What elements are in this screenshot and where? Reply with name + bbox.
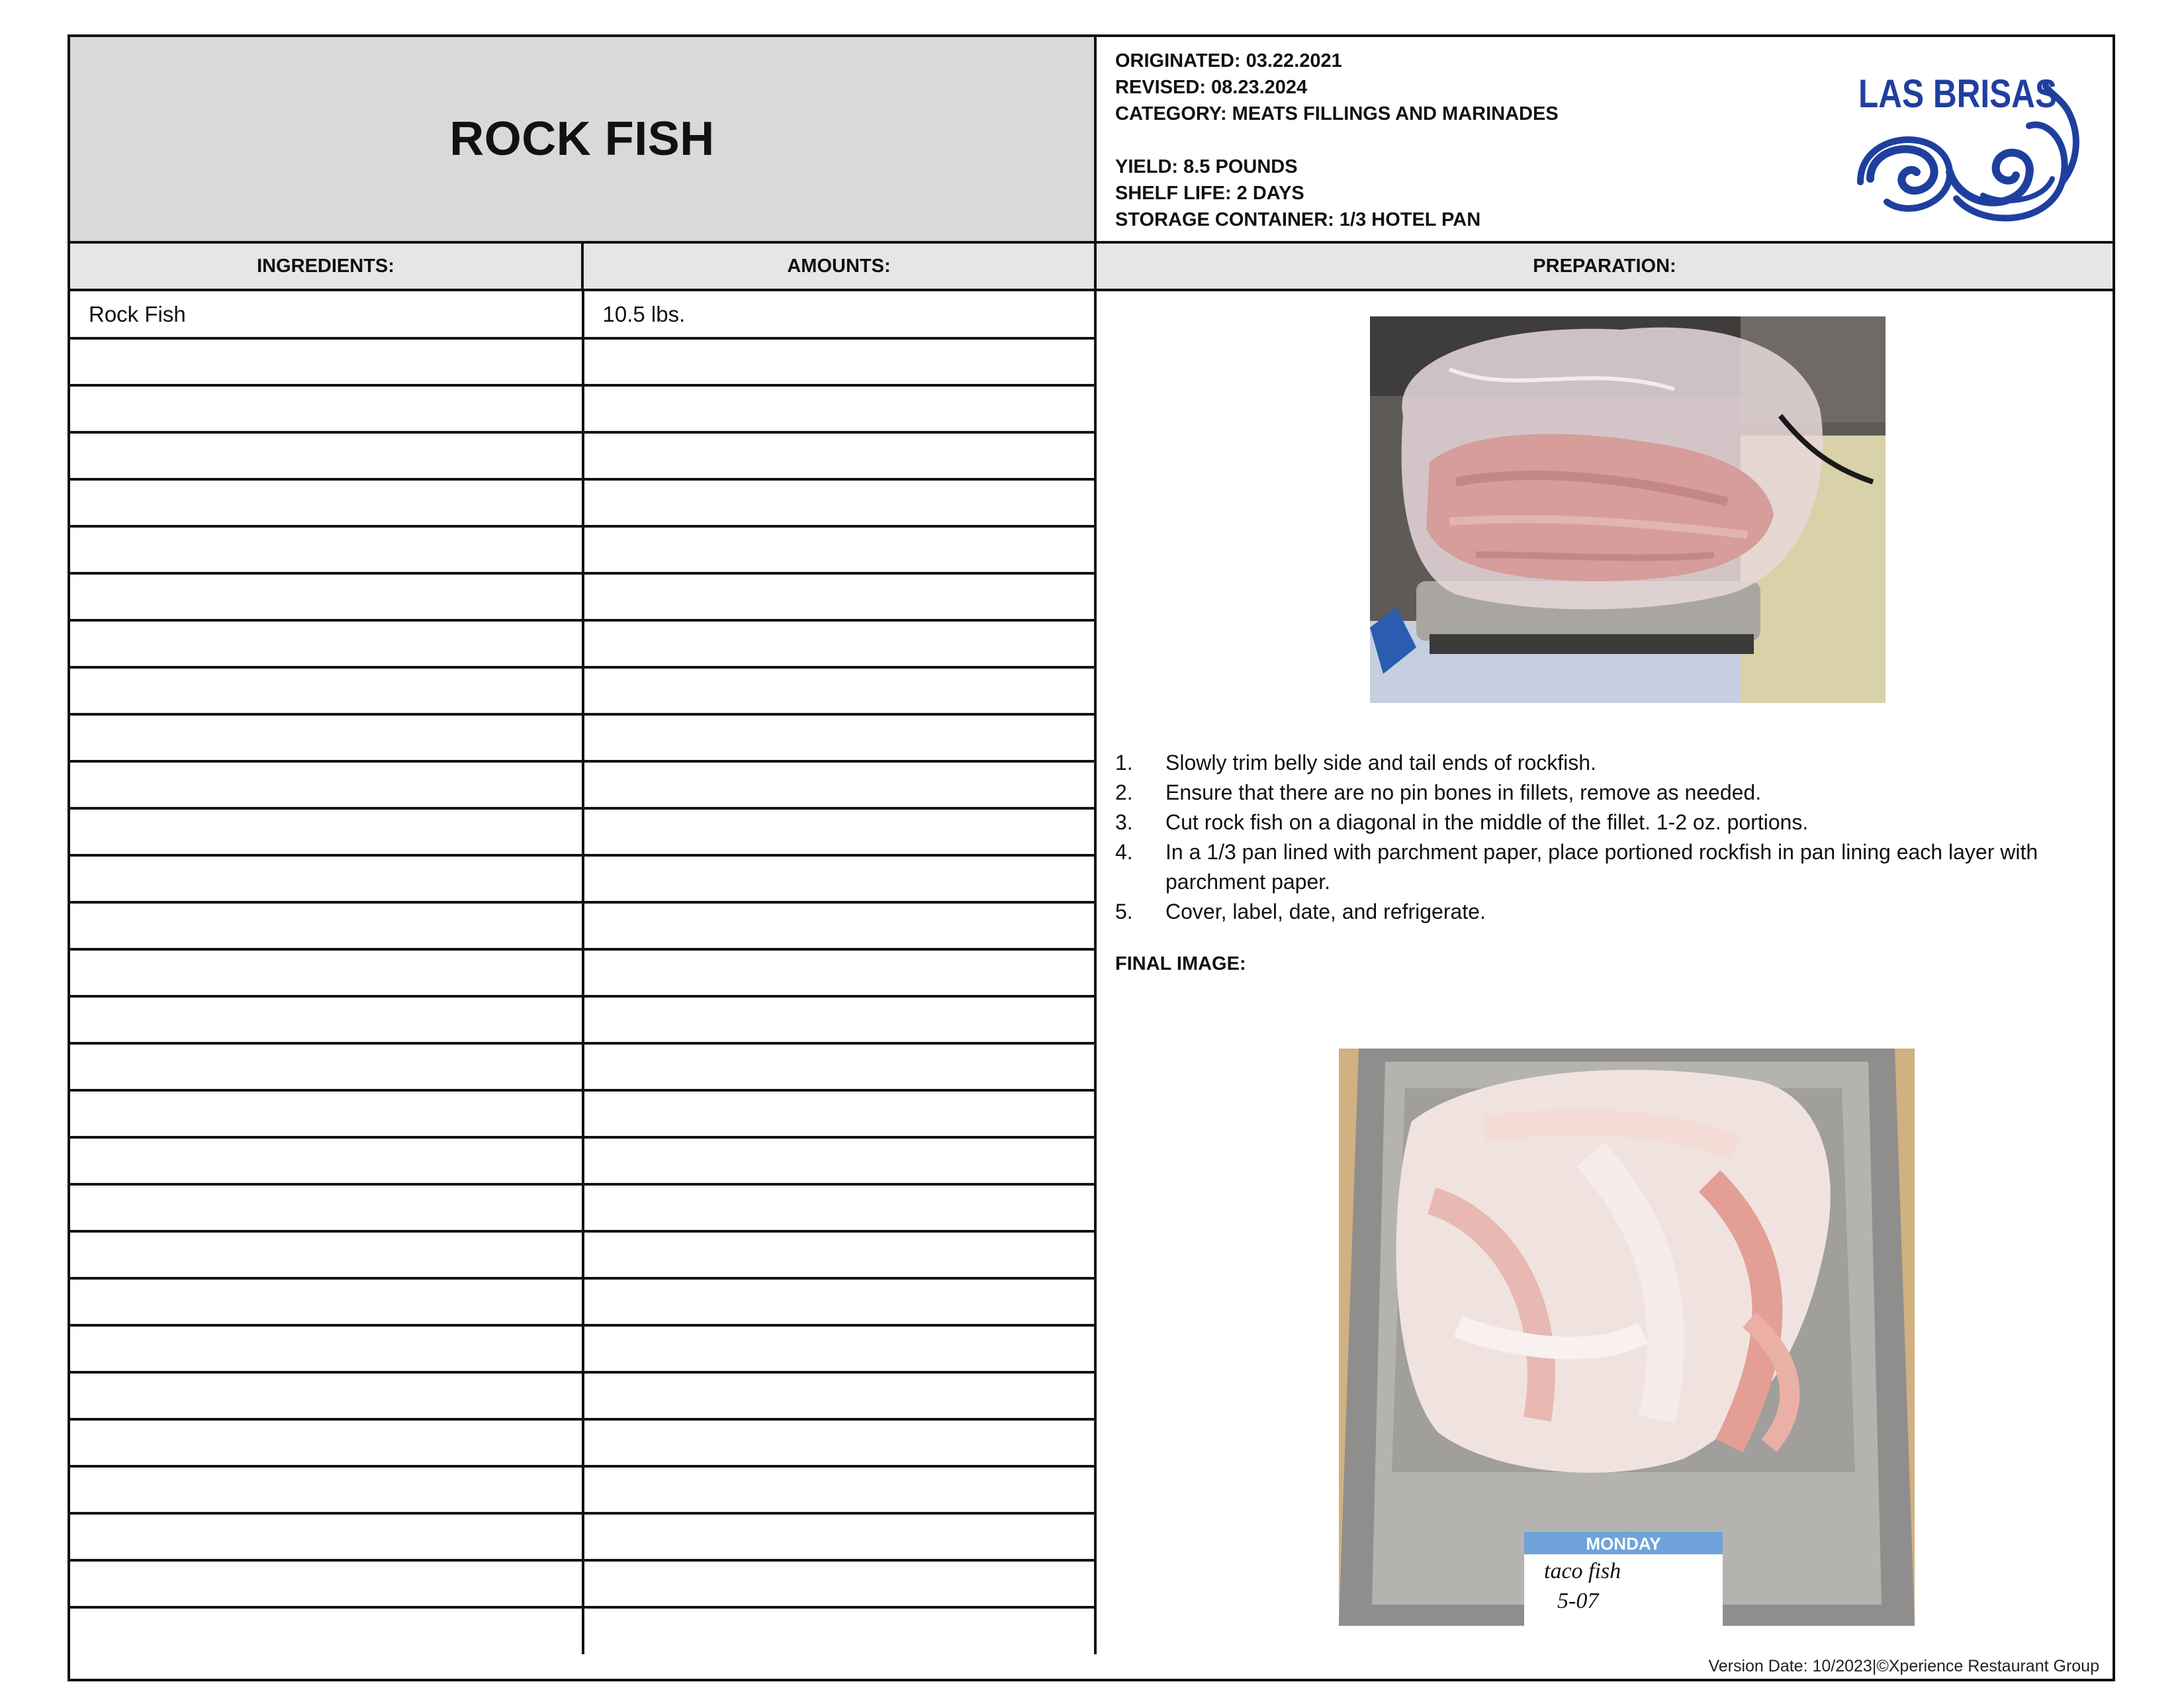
ingredients-header: INGREDIENTS: (70, 244, 584, 291)
prep-photo-fish-in-bag-on-scale (1370, 316, 1886, 703)
sticker-note: 5-07 (1557, 1589, 1599, 1613)
table-row (70, 996, 1095, 1043)
table-row (70, 1372, 1095, 1419)
ingredient-cell (70, 1466, 583, 1513)
step-number: 2. (1115, 780, 1133, 804)
amounts-header: AMOUNTS: (584, 244, 1097, 291)
logo-text: LAS BRISAS (1858, 71, 2057, 116)
step-text: Cover, label, date, and refrigerate. (1165, 900, 1486, 923)
amount-cell (583, 1419, 1096, 1466)
table-row (70, 573, 1095, 620)
step-number: 3. (1115, 810, 1133, 834)
table-row (70, 291, 1095, 338)
amount-cell (583, 1137, 1096, 1184)
version-footer: Version Date: 10/2023|©Xperience Restaurant Group (1708, 1657, 2099, 1675)
ingredient-cell (70, 808, 583, 855)
ingredient-cell (70, 573, 583, 620)
amount-cell (583, 996, 1096, 1043)
ingredient-cell: Rock Fish (70, 291, 583, 338)
category: CATEGORY: MEATS FILLINGS AND MARINADES (1115, 103, 1559, 124)
amount-cell (583, 1043, 1096, 1090)
preparation-step (1115, 748, 2095, 778)
revised-date: REVISED: 08.23.2024 (1115, 77, 1308, 98)
table-row (70, 902, 1095, 949)
amount-cell (583, 714, 1096, 761)
shelf-life: SHELF LIFE: 2 DAYS (1115, 183, 1304, 204)
table-row (70, 761, 1095, 808)
step-number: 4. (1115, 840, 1133, 864)
table-row (70, 1607, 1095, 1654)
preparation-step (1115, 897, 2095, 927)
ingredient-cell (70, 1560, 583, 1607)
amount-cell (583, 385, 1096, 432)
ingredient-cell (70, 1137, 583, 1184)
table-row (70, 1513, 1095, 1560)
storage-container: STORAGE CONTAINER: 1/3 HOTEL PAN (1115, 209, 1481, 230)
ingredient-cell (70, 996, 583, 1043)
meta-cell (1097, 37, 2113, 244)
sticker-item: taco fish (1544, 1559, 1621, 1583)
ingredient-cell (70, 1372, 583, 1419)
amount-cell (583, 1231, 1096, 1278)
preparation-step (1115, 808, 2095, 837)
table-row (70, 1137, 1095, 1184)
ingredient-cell (70, 1278, 583, 1325)
table-row (70, 1278, 1095, 1325)
amount-cell (583, 573, 1096, 620)
ingredient-cell (70, 1419, 583, 1466)
amount-cell (583, 902, 1096, 949)
amount-cell (583, 1184, 1096, 1231)
preparation-step (1115, 837, 2095, 897)
ingredient-cell (70, 1325, 583, 1372)
ingredient-cell (70, 385, 583, 432)
amount-cell (583, 479, 1096, 526)
amount-cell (583, 1560, 1096, 1607)
step-text: Cut rock fish on a diagonal in the middle of the fillet. 1-2 oz. portions. (1165, 810, 1809, 834)
amount-cell (583, 1325, 1096, 1372)
step-text: Ensure that there are no pin bones in fillets, remove as needed. (1165, 780, 1762, 804)
ingredient-cell (70, 667, 583, 714)
step-number: 5. (1115, 900, 1133, 923)
amount-cell (583, 1513, 1096, 1560)
sticker-day: MONDAY (1586, 1534, 1661, 1554)
table-row (70, 385, 1095, 432)
table-row (70, 432, 1095, 479)
amount-cell (583, 667, 1096, 714)
yield: YIELD: 8.5 POUNDS (1115, 156, 1298, 177)
ingredient-cell (70, 1607, 583, 1654)
amount-cell (583, 761, 1096, 808)
ingredient-cell (70, 526, 583, 573)
table-row (70, 855, 1095, 902)
preparation-steps (1115, 748, 2095, 927)
ingredient-cell (70, 620, 583, 667)
step-text: In a 1/3 pan lined with parchment paper, place portioned rockfish in pan lining each layer with parchment paper. (1165, 840, 2038, 894)
las-brisas-logo (1850, 66, 2089, 232)
ingredient-cell (70, 902, 583, 949)
ingredient-cell (70, 855, 583, 902)
originated-date: ORIGINATED: 03.22.2021 (1115, 50, 1342, 71)
amount-cell (583, 1607, 1096, 1654)
ingredient-cell (70, 432, 583, 479)
amount-cell (583, 1278, 1096, 1325)
recipe-meta (1115, 48, 1559, 233)
ingredient-cell (70, 1043, 583, 1090)
ingredient-cell (70, 479, 583, 526)
table-row (70, 1043, 1095, 1090)
title-cell (70, 37, 1097, 244)
ingredient-cell (70, 1090, 583, 1137)
preparation-header: PREPARATION: (1097, 244, 2113, 291)
table-row (70, 667, 1095, 714)
ingredient-cell (70, 1231, 583, 1278)
table-row (70, 338, 1095, 385)
table-row (70, 949, 1095, 996)
amount-cell (583, 338, 1096, 385)
amount-cell (583, 620, 1096, 667)
ingredient-cell (70, 949, 583, 996)
amount-cell (583, 1090, 1096, 1137)
ingredients-table (70, 291, 1097, 1679)
preparation-step (1115, 778, 2095, 808)
amount-cell (583, 432, 1096, 479)
amount-cell (583, 808, 1096, 855)
amount-cell (583, 1466, 1096, 1513)
amount-cell (583, 526, 1096, 573)
final-photo-fish-in-hotel-pan (1339, 1049, 1915, 1626)
table-row (70, 1184, 1095, 1231)
ingredient-cell (70, 1513, 583, 1560)
step-number: 1. (1115, 751, 1133, 774)
ingredient-cell (70, 1184, 583, 1231)
table-row (70, 1419, 1095, 1466)
ingredient-cell (70, 761, 583, 808)
amount-cell (583, 949, 1096, 996)
table-row (70, 808, 1095, 855)
table-row (70, 1090, 1095, 1137)
recipe-title: ROCK FISH (449, 113, 715, 165)
ingredient-cell (70, 714, 583, 761)
table-row (70, 714, 1095, 761)
preparation-panel (1097, 291, 2113, 1679)
amount-cell (583, 1372, 1096, 1419)
step-text: Slowly trim belly side and tail ends of rockfish. (1165, 751, 1596, 774)
table-row (70, 479, 1095, 526)
ingredient-cell (70, 338, 583, 385)
amount-cell: 10.5 lbs. (583, 291, 1096, 338)
table-row (70, 1231, 1095, 1278)
recipe-card (68, 34, 2115, 1681)
table-row (70, 1560, 1095, 1607)
table-row (70, 620, 1095, 667)
final-image-label: FINAL IMAGE: (1115, 953, 1246, 974)
amount-cell (583, 855, 1096, 902)
table-row (70, 526, 1095, 573)
table-row (70, 1466, 1095, 1513)
table-row (70, 1325, 1095, 1372)
